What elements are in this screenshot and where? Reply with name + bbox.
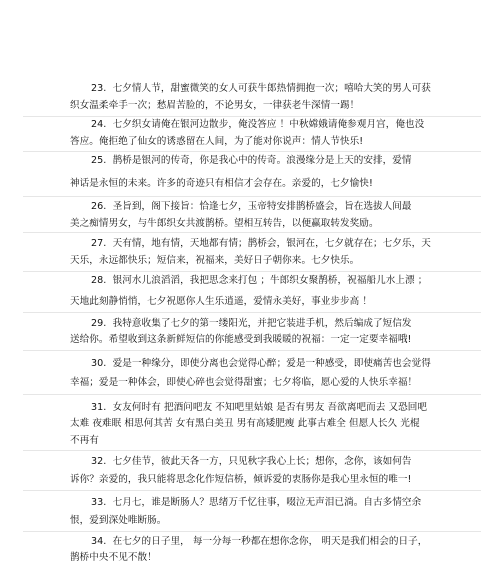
entry-number: 23. xyxy=(91,83,107,94)
entry-line xyxy=(91,83,431,95)
entry-line xyxy=(91,402,427,414)
divider xyxy=(23,394,481,395)
entry-text: 七夕情人节，甜蜜微笑的女人可获牛郎热情拥抱一次；嘻哈大笑的男人可获 xyxy=(112,83,431,94)
entry-line xyxy=(91,238,431,250)
divider xyxy=(23,531,481,532)
entry-line xyxy=(91,497,421,509)
entry-line: 天乐，永远都快乐；短信来，祝福来，美好日子朝你来。七夕快乐。 xyxy=(70,255,360,266)
entry-line: 神话是永恒的未来。许多的奇迹只有相信才会存在。亲爱的，七夕愉快! xyxy=(70,178,373,189)
entry-line xyxy=(91,358,431,370)
entry-line xyxy=(91,275,427,287)
entry-line xyxy=(91,536,427,548)
entry-text: 我特意收集了七夕的第一缕阳光，并把它装进手机，然后编成了短信发 xyxy=(112,318,412,329)
entry-number: 30. xyxy=(91,358,107,369)
entry-line: 太难 夜难眠 相思何其苦 女有黑白美丑 男有高矮肥瘦 此事古难全 但愿人长久 光棍 xyxy=(70,418,420,429)
entry-text: 在七夕的日子里， 每一分每一秒都在想你念你， 明天是我们相会的日子， xyxy=(112,536,428,547)
entry-number: 29. xyxy=(91,318,107,329)
entry-number: 31. xyxy=(91,402,107,413)
entry-text: 鹊桥是银河的传奇，你是我心中的传奇。浪漫缘分是上天的安排，爱情 xyxy=(112,155,412,166)
entry-number: 25. xyxy=(91,155,107,166)
entry-number: 34. xyxy=(91,536,107,547)
divider xyxy=(23,232,481,233)
entry-text: 七夕佳节，彼此天各一方，只见秋字我心上长；想你，念你，该如何告 xyxy=(112,456,412,467)
entry-line: 答应。俺拒绝了仙女的诱惑留在人间，为了能对你说声：情人节快乐! xyxy=(70,136,364,147)
entry-number: 26. xyxy=(91,201,107,212)
entry-number: 27. xyxy=(91,238,107,249)
entry-text: 爱是一种缘分，即使分离也会觉得心醉；爱是一种感受，即使痛苦也会觉得 xyxy=(112,358,431,369)
entry-text: 七夕织女请俺在银河边散步，俺没答应 ！中秋嫦娥请俺参观月宫，俺也没 xyxy=(112,119,425,130)
entry-text: 女友何时有 把酒问吧友 不知吧里姑娘 是否有男友 吾欲离吧而去 又恐回吧 xyxy=(112,402,428,413)
entry-text: 银河水儿浪滔滔，我把思念来打包 ；牛郎织女聚鹊桥，祝福船儿水上漂 ； xyxy=(112,275,428,286)
entry-line xyxy=(91,318,412,330)
divider xyxy=(23,350,481,351)
entry-line xyxy=(91,155,412,167)
divider xyxy=(23,490,481,491)
entry-line: 天地此刻静悄悄，七夕祝愿你人生乐逍遥，爱情永美好，事业步步高 ！ xyxy=(70,296,373,307)
divider xyxy=(23,271,481,272)
entry-text: 天有情，地有情，天地都有情；鹊桥会，银河在，七夕就存在；七夕乐，天 xyxy=(112,238,431,249)
entry-line: 诉你？亲爱的，我只能将思念化作短信桥，倾诉爱的衷肠你是我心里永恒的唯一! xyxy=(70,474,412,485)
divider xyxy=(23,450,481,451)
entry-line: 幸福；爱是一种体会，即使心碎也会觉得甜蜜；七夕将临，愿心爱的人快乐幸福！ xyxy=(70,377,418,388)
divider xyxy=(23,196,481,197)
entry-line xyxy=(91,456,412,468)
entry-number: 28. xyxy=(91,275,107,286)
entry-number: 32. xyxy=(91,456,107,467)
entry-line: 恨，爱到深处唯断肠。 xyxy=(70,515,167,526)
entry-line: 织女温柔牵手一次；愁眉苦脸的，不论男女，一律获老牛深情一踢！ xyxy=(70,100,360,111)
entry-line: 送给你。希望收到这条新鲜短信的你能感受到我暖暖的祝福：一定一定要幸福哦! xyxy=(70,334,412,345)
entry-line: 鹊桥中央不见不散！ xyxy=(70,552,157,563)
divider xyxy=(23,312,481,313)
entry-line: 美之痴情男女，与牛郎织女共渡鹊桥。望相互转告，以便赢取转发奖励。 xyxy=(70,218,379,229)
entry-text: 圣旨到，阁下接旨：恰逢七夕，玉帝特安排鹊桥盛会，旨在选拔人间最 xyxy=(112,201,412,212)
entry-number: 24. xyxy=(91,119,107,130)
entry-line: 不再有 xyxy=(70,435,99,446)
entry-line xyxy=(91,119,424,131)
entry-number: 33. xyxy=(91,497,107,508)
divider xyxy=(23,151,481,152)
entry-line xyxy=(91,201,412,213)
entry-text: 七月七，谁是断肠人？思绪万千忆往事，啜泣无声泪已淌。自古多情空余 xyxy=(112,497,422,508)
divider xyxy=(23,116,481,117)
